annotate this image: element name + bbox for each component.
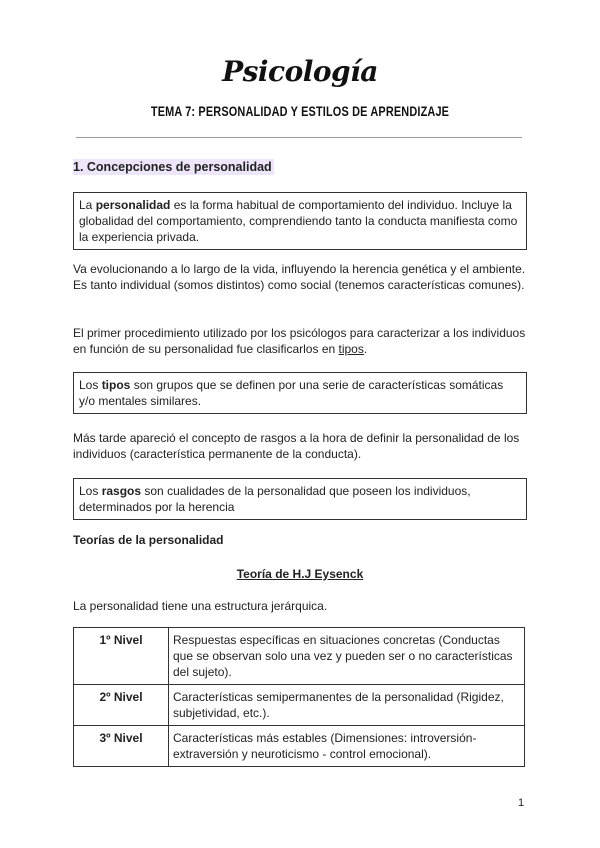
paragraph: Va evolucionando a lo largo de la vida, influyendo la herencia genética y el ambiente. Es tanto individual (somos distintos) como social (tenemos características comunes). — [73, 262, 526, 292]
text: . — [363, 342, 368, 356]
text: Los — [79, 484, 102, 498]
table-row — [74, 685, 525, 726]
description-cell: Respuestas específicas en situaciones concretas (Conductas que se observan solo una vez y pueden ser o no características del sujeto). — [169, 628, 525, 685]
text: La — [79, 198, 96, 212]
description-cell: Características más estables (Dimensiones: introversión-extraversión y neuroticismo - control emocional). — [169, 726, 525, 767]
text: son cualidades de la personalidad que poseen los individuos, determinados por la herencia — [79, 484, 471, 514]
underlined-term: tipos — [338, 342, 364, 356]
text: son grupos que se definen por una serie de características somáticas y/o mentales similares. — [79, 378, 504, 408]
definition-box-personalidad — [73, 192, 527, 250]
paragraph: Más tarde apareció el concepto de rasgos a la hora de definir la personalidad de los individuos (característica permanente de la conducta). — [73, 431, 520, 461]
theory-heading: Teoría de H.J Eysenck — [236, 567, 364, 581]
levels-table — [73, 627, 525, 767]
text: El primer procedimiento utilizado por los psicólogos para caracterizar a los individuos en función de su personalidad fue clasificarlos en — [73, 326, 526, 356]
divider — [76, 137, 522, 138]
level-cell: 1º Nivel — [74, 628, 169, 685]
definition-box-rasgos — [73, 478, 527, 520]
document-subtitle: TEMA 7: PERSONALIDAD Y ESTILOS DE APRENDIZAJE — [150, 103, 450, 119]
paragraph: La personalidad tiene una estructura jerárquica. — [73, 599, 328, 613]
document-title: Psicología — [222, 55, 378, 88]
bold-term: rasgos — [101, 484, 142, 498]
level-cell: 3º Nivel — [74, 726, 169, 767]
level-cell: 2º Nivel — [74, 685, 169, 726]
table-row — [74, 726, 525, 767]
subheading: Teorías de la personalidad — [73, 533, 224, 547]
paragraph — [73, 325, 533, 357]
text: es la forma habitual de comportamiento del individuo. Incluye la globalidad del comportamiento, comprendiendo tanto la conducta manifiesta como la experiencia privada. — [79, 198, 518, 244]
section-heading: 1. Concepciones de personalidad — [73, 160, 272, 174]
text: Los — [79, 378, 102, 392]
description-cell: Características semipermanentes de la personalidad (Rigidez, subjetividad, etc.). — [169, 685, 525, 726]
page-number: 1 — [518, 797, 525, 809]
bold-term: tipos — [101, 378, 131, 392]
bold-term: personalidad — [95, 198, 171, 212]
table-row — [74, 628, 525, 685]
definition-box-tipos — [73, 372, 527, 414]
